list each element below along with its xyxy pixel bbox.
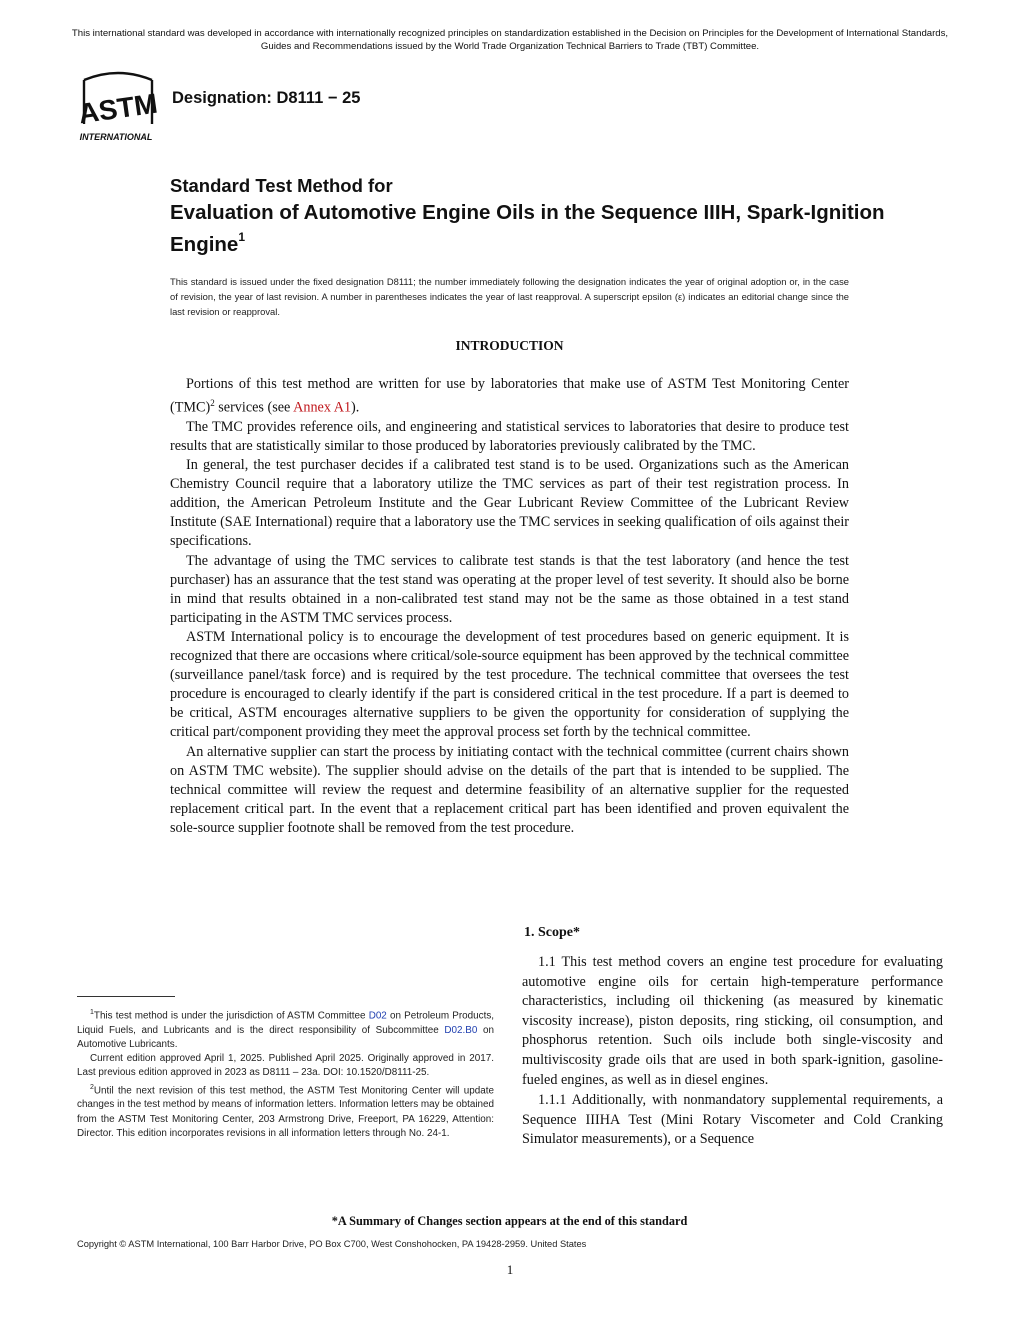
footnote-ref-2[interactable]: 2 [210, 398, 215, 409]
footnote-1-mark: 1 [90, 1009, 94, 1016]
page-number: 1 [506, 1262, 514, 1277]
title-line-2: Evaluation of Automotive Engine Oils in the Sequence IIIH, Spark-Ignition Engine [170, 201, 885, 256]
footnote-1-text-b: on Petroleum Products, Liquid Fuels, and Lubricants and is the direct responsibility of Subcommittee [77, 1010, 495, 1036]
footnote-1 [77, 1006, 494, 1052]
title-footnote-mark: 1 [238, 230, 246, 244]
logo-subtext: INTERNATIONAL [79, 132, 153, 142]
intro-p1-text: Portions of this test method are written for use by laboratories that make use of ASTM Test Monitoring Center (TMC) [170, 376, 849, 416]
tbt-notice: This international standard was developed in accordance with internationally recognized principles on standardization established in the Decision on Principles for the Development of International Standards, Guides and Recommendations issued by the World Trade Organization Technical Barriers to Trade (TBT) Committee. [71, 28, 949, 52]
footnote-1-text-c: on Automotive Lubricants. [77, 1024, 494, 1050]
logo-text: ASTM [76, 87, 160, 130]
scope-paragraph: 1.1 This test method covers an engine test procedure for evaluating automotive engine oils for certain high-temperature performance characteristics, including oil thickening (as measured by kinematic viscosity increase), piston deposits, ring sticking, oil consumption, and phosphorus retention. Such oils include both single-viscosity and multiviscosity grade oils that are used in both spark-ignition, gasoline-fueled engines, as well as in diesel engines. [522, 954, 943, 1088]
intro-paragraph: In general, the test purchaser decides if a calibrated test stand is to be used. Organizations such as the American Chemistry Council require that a laboratory utilize the TMC services as part of their test registration process. In addition, the American Petroleum Institute and the Gear Lubricant Review Committee of the Lubricant Review Institute (SAE International) require that a laboratory use the TMC services in seeking qualification of oils against their specifications. [170, 457, 849, 550]
footnote-2-text: Until the next revision of this test method, the ASTM Test Monitoring Center will update changes in the test method by means of information letters. Information letters may be obtained from the ASTM Test Monitoring Center, 203 Armstrong Drive, Freeport, PA 16229, Attention: Director. This edition incorporates revisions in all information letters through No. 24-1. [77, 1085, 494, 1139]
footnote-1-edition: Current edition approved April 1, 2025. Published April 2025. Originally approved in 2017. Last previous edition approved in 2023 as D8111 – 23a. DOI: 10.1520/D8111-25. [77, 1053, 494, 1079]
subcommittee-d02b0-link[interactable]: D02.B0 [444, 1024, 478, 1036]
scope-paragraph: 1.1.1 Additionally, with nonmandatory supplemental requirements, a Sequence IIIHA Test (Mini Rotary Viscometer and Cold Cranking Simulator measurements), or a Sequence [522, 1092, 943, 1148]
intro-paragraph: ASTM International policy is to encourage the development of test procedures based on generic equipment. It is recognized that there are occasions where critical/sole-source equipment has been approved by the technical committee (surveillance panel/task force) and is required by the test procedure. The technical committee that oversees the test procedure is encouraged to clearly identify if the part is considered critical in the test procedure. If a part is deemed to be critical, ASTM encourages alternative suppliers to be given the opportunity for consideration of supplying the critical part/component providing they meet the approval process set forth by the technical committee. [170, 628, 849, 741]
annex-a1-link[interactable]: Annex A1 [293, 399, 352, 416]
footnote-1-text: This test method is under the jurisdiction of ASTM Committee [93, 1010, 369, 1022]
footnote-divider [77, 996, 175, 997]
intro-paragraph: An alternative supplier can start the process by initiating contact with the technical committee (current chairs shown on ASTM TMC website). The supplier should advise on the details of the part that is intended to be supplied. The technical committee will review the request and determine feasibility of an alternative supplier for the requested replacement critical part. In the event that a replacement critical part has been identified and proven equivalent the sole-source supplier footnote shall be removed from the test procedure. [170, 743, 849, 836]
intro-paragraph [170, 375, 849, 418]
intro-paragraph: The TMC provides reference oils, and engineering and statistical services to laboratories that desire to produce test results that are statistically similar to those produced by laboratories previously calibrated by the TMC. [170, 418, 849, 455]
astm-logo [70, 68, 166, 148]
footnote-2 [77, 1081, 494, 1141]
designation: Designation: D8111 − 25 [172, 89, 361, 107]
intro-p1-text-b: services (see [214, 399, 294, 416]
committee-d02-link[interactable]: D02 [368, 1010, 387, 1022]
title-line-1: Standard Test Method for [170, 175, 393, 196]
scope-heading: 1. Scope* [524, 925, 580, 940]
scope-body [522, 953, 943, 1150]
document-title [170, 199, 890, 258]
footnotes [77, 1006, 494, 1141]
intro-paragraph: The advantage of using the TMC services to calibrate test stands is that the test laboratory (and hence the test purchaser) has an assurance that the test stand was operating at the proper level of test severity. It should also be borne in mind that results obtained in a non-calibrated test stand may not be the same as those obtained in a test stand participating in the ASTM TMC services process. [170, 552, 849, 626]
footnote-2-mark: 2 [90, 1083, 94, 1091]
issued-note: This standard is issued under the fixed designation D8111; the number immediately following the designation indicates the year of original adoption or, in the case of revision, the year of last revision. A number in parentheses indicates the year of last reapproval. A superscript epsilon (ε) indicates an editorial change since the last revision or reapproval. [170, 276, 849, 317]
summary-of-changes-note: *A Summary of Changes section appears at the end of this standard [331, 1214, 688, 1228]
introduction-heading: INTRODUCTION [455, 338, 564, 353]
intro-p1-text-c: ). [351, 399, 360, 416]
introduction-body [170, 375, 849, 838]
copyright: Copyright © ASTM International, 100 Barr Harbor Drive, PO Box C700, West Conshohocken, PA 19428-2959. United States [77, 1239, 587, 1249]
